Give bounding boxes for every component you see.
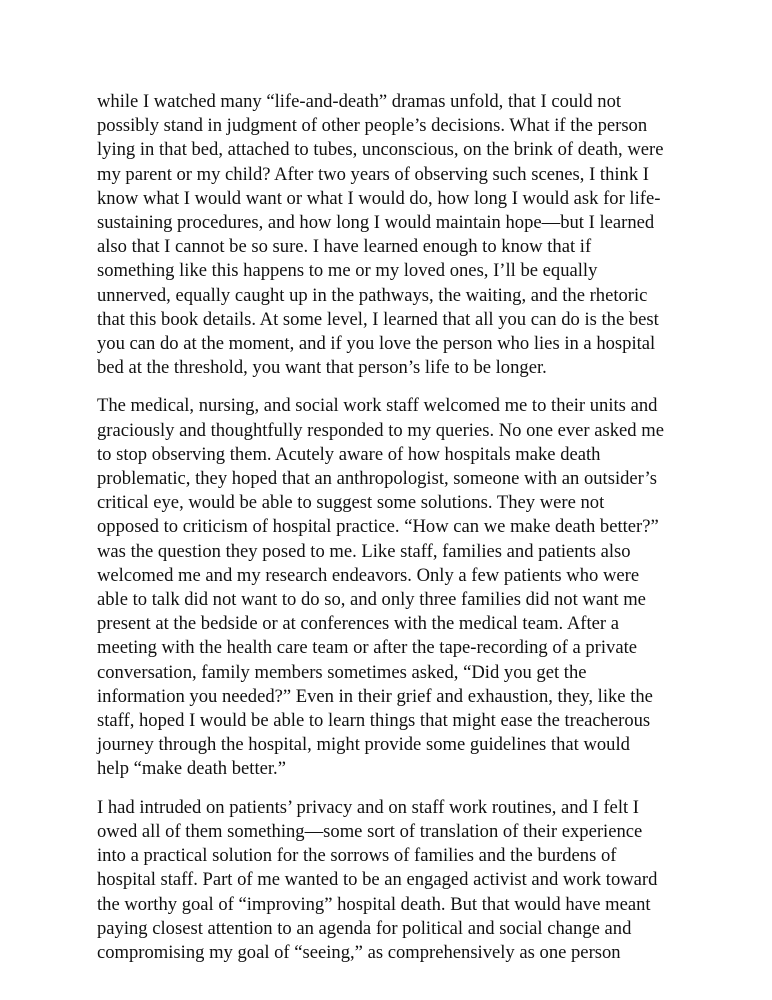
text-line: also that I cannot be so sure. I have learned enough to know that if [97,236,592,258]
text-line: possibly stand in judgment of other people’s decisions. What if the person [97,115,648,137]
text-line: opposed to criticism of hospital practice. “How can we make death better?” [97,516,659,538]
text-line: critical eye, would be able to suggest some solutions. They were not [97,492,605,514]
text-line: know what I would want or what I would do, how long I would ask for life- [97,187,661,209]
text-line: help “make death better.” [97,758,286,780]
text-line: was the question they posed to me. Like staff, families and patients also [97,540,631,562]
text-line: paying closest attention to an agenda for political and social change and [97,917,632,939]
text-line: my parent or my child? After two years of observing such scenes, I think I [97,163,649,185]
text-line: that this book details. At some level, I learned that all you can do is the best [97,308,659,330]
text-line: compromising my goal of “seeing,” as comprehensively as one person [97,941,621,963]
text-line: conversation, family members sometimes asked, “Did you get the [97,661,587,683]
text-line: the worthy goal of “improving” hospital death. But that would have meant [97,893,651,915]
text-line: journey through the hospital, might provide some guidelines that would [97,734,630,756]
paragraph [97,796,737,965]
text-line: welcomed me and my research endeavors. Only a few patients who were [97,564,640,586]
text-line: you can do at the moment, and if you love the person who lies in a hospital [97,333,656,355]
text-line: I had intruded on patients’ privacy and on staff work routines, and I felt I [97,796,639,818]
text-line: problematic, they hoped that an anthropologist, someone with an outsider’s [97,468,657,490]
text-line: owed all of them something—some sort of translation of their experience [97,820,643,842]
text-line: bed at the threshold, you want that person’s life to be longer. [97,357,547,379]
body-text [97,90,737,979]
text-line: lying in that bed, attached to tubes, unconscious, on the brink of death, were [97,139,664,161]
paragraph [97,90,737,380]
text-line: information you needed?” Even in their grief and exhaustion, they, like the [97,685,653,707]
text-line: while I watched many “life-and-death” dramas unfold, that I could not [97,91,622,112]
text-line: The medical, nursing, and social work staff welcomed me to their units and [97,395,658,417]
text-line: able to talk did not want to do so, and only three families did not want me [97,589,646,611]
text-line: to stop observing them. Acutely aware of how hospitals make death [97,443,601,465]
text-line: something like this happens to me or my loved ones, I’ll be equally [97,260,598,282]
text-line: graciously and thoughtfully responded to my queries. No one ever asked me [97,419,664,441]
paragraph [97,394,737,781]
text-line: meeting with the health care team or after the tape-recording of a private [97,637,637,659]
text-line: present at the bedside or at conferences with the medical team. After a [97,613,619,635]
text-line: into a practical solution for the sorrows of families and the burdens of [97,845,617,867]
text-line: unnerved, equally caught up in the pathways, the waiting, and the rhetoric [97,284,648,306]
text-line: staff, hoped I would be able to learn things that might ease the treacherous [97,710,651,732]
text-line: sustaining procedures, and how long I would maintain hope—but I learned [97,212,655,234]
text-line: hospital staff. Part of me wanted to be an engaged activist and work toward [97,869,658,891]
